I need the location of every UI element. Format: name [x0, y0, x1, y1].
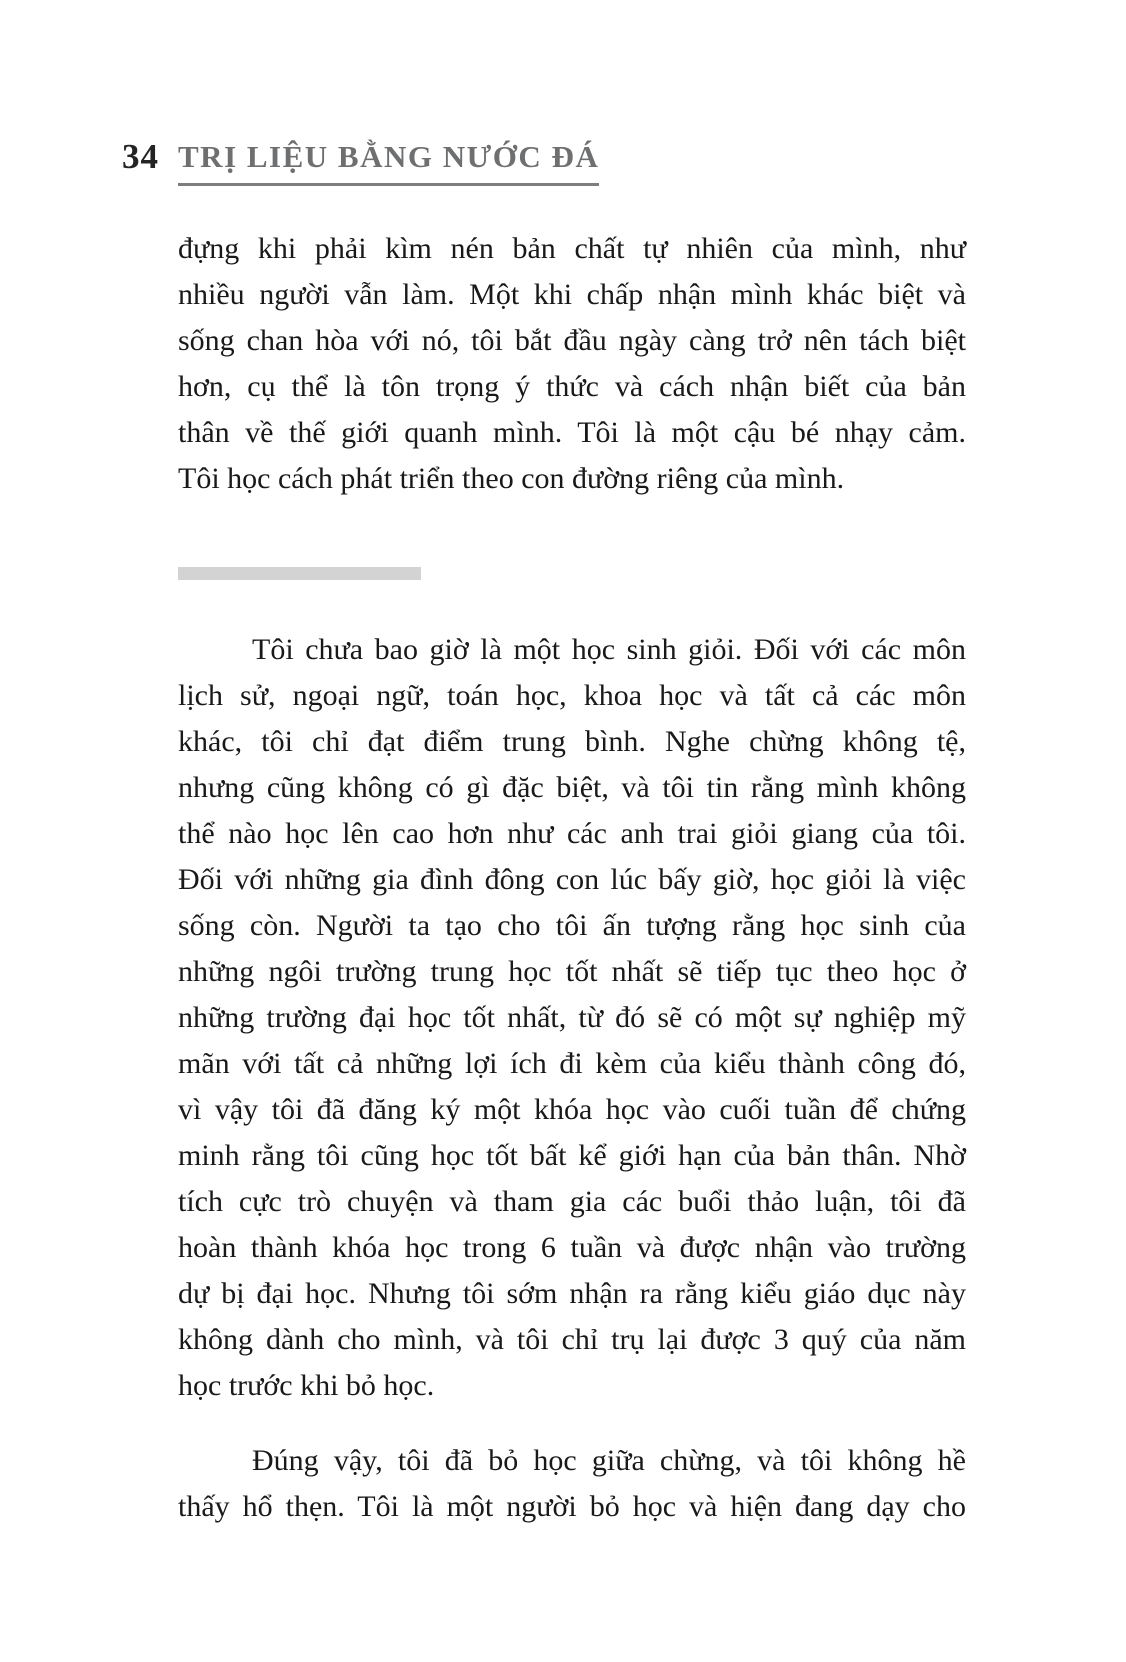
text-line: khác, tôi chỉ đạt điểm trung bình. Nghe chừng không tệ,: [178, 725, 966, 758]
running-header-title: TRỊ LIỆU BẰNG NƯỚC ĐÁ: [178, 139, 599, 186]
text-line: nhiều người vẫn làm. Một khi chấp nhận mình khác biệt và: [178, 278, 966, 311]
text-line: tích cực trò chuyện và tham gia các buổi thảo luận, tôi đã: [178, 1185, 966, 1218]
text-line: hoàn thành khóa học trong 6 tuần và được nhận vào trường: [178, 1231, 966, 1264]
text-line: không dành cho mình, và tôi chỉ trụ lại được 3 quý của năm: [178, 1323, 966, 1356]
text-line: Đối với những gia đình đông con lúc bấy giờ, học giỏi là việc: [178, 863, 966, 896]
text-line: thân về thế giới quanh mình. Tôi là một cậu bé nhạy cảm.: [178, 416, 966, 449]
text-line: thể nào học lên cao hơn như các anh trai giỏi giang của tôi.: [178, 817, 966, 850]
text-line: sống còn. Người ta tạo cho tôi ấn tượng rằng học sinh của: [178, 909, 966, 942]
text-line: những ngôi trường trung học tốt nhất sẽ tiếp tục theo học ở: [178, 955, 966, 988]
text-line: hơn, cụ thể là tôn trọng ý thức và cách nhận biết của bản: [178, 370, 966, 403]
text-line: đựng khi phải kìm nén bản chất tự nhiên của mình, như: [178, 232, 966, 265]
text-line: sống chan hòa với nó, tôi bắt đầu ngày càng trở nên tách biệt: [178, 324, 966, 357]
text-line: Tôi chưa bao giờ là một học sinh giỏi. Đối với các môn: [252, 633, 966, 666]
text-line: nhưng cũng không có gì đặc biệt, và tôi tin rằng mình không: [178, 771, 966, 804]
text-line: dự bị đại học. Nhưng tôi sớm nhận ra rằng kiểu giáo dục này: [178, 1277, 966, 1310]
text-line: thấy hổ thẹn. Tôi là một người bỏ học và hiện đang dạy cho: [178, 1490, 966, 1523]
paragraph-3: [178, 1438, 966, 1530]
paragraph-1: [178, 226, 966, 502]
text-line: Đúng vậy, tôi đã bỏ học giữa chừng, và tôi không hề: [252, 1444, 966, 1477]
text-line: Tôi học cách phát triển theo con đường riêng của mình.: [178, 462, 845, 495]
text-line: minh rằng tôi cũng học tốt bất kể giới hạn của bản thân. Nhờ: [178, 1139, 966, 1172]
text-line: học trước khi bỏ học.: [178, 1369, 435, 1402]
page-number: 34: [122, 137, 159, 176]
section-divider-bar: [178, 567, 421, 580]
paragraph-2: [178, 627, 966, 1409]
text-line: những trường đại học tốt nhất, từ đó sẽ có một sự nghiệp mỹ: [178, 1001, 966, 1034]
text-line: mãn với tất cả những lợi ích đi kèm của kiểu thành công đó,: [178, 1047, 966, 1080]
text-line: lịch sử, ngoại ngữ, toán học, khoa học và tất cả các môn: [178, 679, 966, 712]
text-line: vì vậy tôi đã đăng ký một khóa học vào cuối tuần để chứng: [178, 1093, 966, 1126]
